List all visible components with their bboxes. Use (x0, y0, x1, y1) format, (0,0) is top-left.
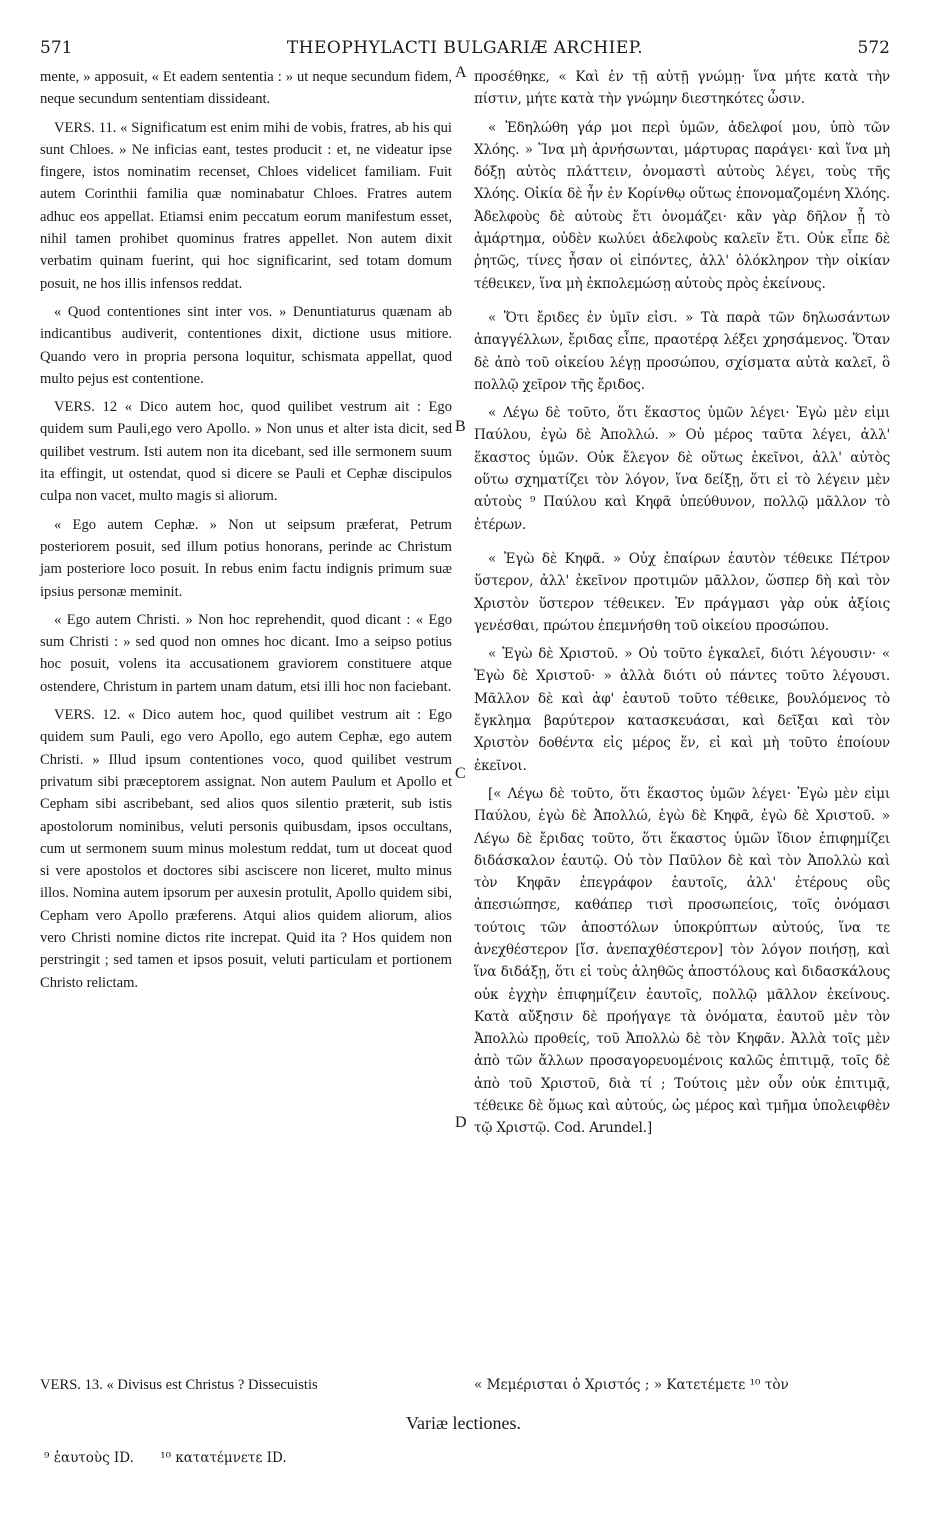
variae-lectiones-heading: Variæ lectiones. (406, 1413, 521, 1433)
margin-letter-d: D (455, 1114, 467, 1131)
footnote: ¹⁰ κατατέμνετε ID. (160, 1450, 287, 1466)
greek-last-line: « Μεμέρισται ὁ Χριστός ; » Κατετέμετε ¹⁰ τὸν (474, 1377, 789, 1393)
latin-column (40, 66, 452, 994)
greek-paragraph: « Ἐδηλώθη γάρ μοι περὶ ὑμῶν, ἀδελφοί μου, ὑπὸ τῶν Χλόης. » Ἵνα μὴ ἀρνήσωνται, μάρτυρας παράγει· καὶ ἵνα μὴ δόξῃ αὐτὸς πλάττειν, ὀνομαστὶ αὐτοὺς λέγει, τοὺς τῆς Χλόης. Οἰκία δὲ ἦν ἐν Κορίνθῳ οὕτως ἐπονομαζομένη Χλόης. Ἀδελφοὺς δὲ αὐτοὺς ἔτι ὀνομάζει· κἂν γὰρ δῆλον ᾖ τὸ ἁμάρτημα, οὐδὲν κωλύει ἀδελφοὺς καλεῖν ἔτι. Οὐκ εἶπε δὲ ῥητῶς, τίνες ἦσαν οἱ εἰπόντες, ἀλλ' ὁλόκληρον τὴν οἰκίαν τέθεικεν, ἵνα μὴ ἐκπολεμώσῃ αὐτοὺς πρὸς ἐκείνους. (474, 119, 890, 292)
greek-paragraph: « Ὅτι ἔριδες ἐν ὑμῖν εἰσι. » Τὰ παρὰ τῶν δηλωσάντων ἀπαγγέλλων, ἔριδας εἶπε, πραοτέρᾳ λέξει χρησάμενος. Ὅταν δὲ ἀπὸ τοῦ οἰκείου λέγῃ προσώπου, σχίσματα αὐτὰ καλεῖ, ὃ πολλῷ χεῖρον τῆς ἔριδος. (474, 309, 890, 393)
page-number-right: 572 (857, 38, 890, 58)
greek-column (474, 66, 890, 1140)
latin-paragraph: mente, » apposuit, « Et eadem sententia : » ut neque secundum fidem, neque secundum sententiam dissideant. (40, 69, 452, 108)
greek-paragraph: « Ἐγὼ δὲ Κηφᾶ. » Οὐχ ἐπαίρων ἑαυτὸν τέθεικε Πέτρον ὕστερον, ἀλλ' ἐκεῖνον προτιμῶν μᾶλλον, ὥσπερ δὴ καὶ τὸν Χριστὸν ὕστερον τέθεικεν. Ἐν πράγμασι γὰρ οὐκ ἀξίοις γενέσθαι, πρώτου ἐπεμνήσθη τοῦ οἰκείου προσώπου. (474, 550, 890, 634)
page-number-left: 571 (40, 38, 73, 58)
latin-paragraph: VERS. 12. « Dico autem hoc, quod quilibet vestrum ait : Ego quidem sum Pauli, ego vero Apollo, ego autem Cephæ, ego autem Christi. » Illud ipsum contentiones voco, quod quilibet vestrum privatum sibi præceptorem assignat. Non autem Paulum et Apollo et Cepham sibi ascribebant, sed alios quos silentio præterit, sub istis apostolorum nominibus, veluti personis quibusdam, ipsos occultans, cum ut sermonem suum minus molestum reddat, tum ut doceat quod si vere apostolos et doctores sibi asciscere non liceret, multo minus illos. Nomina autem ipsorum per auxesin protulit, Apollo quidem sibi, Cepham vero Apollo præferens. Atqui alios quidem aliorum, alios vero Christi nomine dictos rite increpat. Quid ita ? Hos quidem non perstringit ; sed tamen et ipsos posuit, veluti particulam et portionem Christo relictam. (40, 707, 452, 991)
latin-paragraph: « Quod contentiones sint inter vos. » Denuntiaturus quænam ab indicantibus audiverit, contentiones dixit, dictione usus mitiore. Quando vero in propria persona loquitur, schismata appellat, quod multo pejus est contentione. (40, 303, 452, 387)
latin-last-line: VERS. 13. « Divisus est Christus ? Dissecuistis (40, 1377, 318, 1393)
latin-paragraph: « Ego autem Christi. » Non hoc reprehendit, quod dicant : « Ego sum Christi : » sed quod non omnes hoc dicant. Imo a seipso potius hoc posuit, volens ita accusationem graviorem constituere atque ostendere, Christum in partem unam datum, etsi illi hoc non faciebant. (40, 611, 452, 695)
footnotes (44, 1450, 309, 1466)
greek-paragraph: προσέθηκε, « Καὶ ἐν τῇ αὐτῇ γνώμῃ· ἵνα μήτε κατὰ τὴν πίστιν, μήτε κατὰ τὴν γνώμην διεστηκότες ὦσιν. (474, 69, 890, 108)
latin-paragraph: « Ego autem Cephæ. » Non ut seipsum præferat, Petrum posteriorem posuit, sed illum potius honorans, perinde ac Christum jam posteriore loco posuit. In rebus enim factu indignis primum suæ ipsius personæ meminit. (40, 516, 452, 600)
running-header (40, 38, 890, 62)
greek-paragraph: « Λέγω δὲ τοῦτο, ὅτι ἕκαστος ὑμῶν λέγει· Ἐγὼ μὲν εἰμι Παύλου, ἐγὼ δὲ Ἀπολλώ. » Οὐ μέρος ταῦτα λέγει, ἀλλ' ἕκαστος ὑμῶν. Οὐκ ἔλεγον δὲ οὕτως ἐκεῖνοι, ἀλλ' αὐτὸς οὕτω σχηματίζει τὸν λόγον, ἵνα δείξῃ, ὅτι εἰ τὸ λέγειν μὲν αὐτοὺς ⁹ Παύλου καὶ Κηφᾶ ὑπεύθυνον, πολλῷ μᾶλλον τὸ ἑτέρων. (474, 405, 890, 533)
greek-paragraph: [« Λέγω δὲ τοῦτο, ὅτι ἕκαστος ὑμῶν λέγει· Ἐγὼ μὲν εἰμι Παύλου, ἐγὼ δὲ Ἀπολλώ, ἐγὼ δὲ Κηφᾶ, ἐγὼ δὲ Χριστοῦ. » Λέγω δὲ ἔριδας τοῦτο, ὅτι ἕκαστος ὑμῶν ἴδιον ἐπιφημίζει διδάσκαλον ἑαυτῷ. Οὐ τὸν Παῦλον δὲ καὶ τὸν Ἀπολλὼ καὶ τὸν Κηφᾶν ἐπεγράφον ἑαυτοῖς, ἀλλ' ἑτέρους οὓς ἀπεσιώπησε, καθάπερ τισὶ προσωπείοις, τοῖς ὀνόμασι τούτοις τῶν ἀποστόλων ὑποκρύπτων αὐτούς, ἵνα τε ἀνεχθέστερον [ἴσ. ἀνεπαχθέστερον] τὸν λόγον ποιήσῃ, καὶ ἵνα διδάξῃ, ὅτι εἰ τοὺς ἀληθῶς ἀποστόλους καὶ διδασκάλους οὐκ ἐγχὴν ἐπιφημίζειν ἑαυτοῖς, πολλῷ μᾶλλον ἐκείνους. Κατὰ αὔξησιν δὲ προήγαγε τὰ ὀνόματα, ἑαυτοῦ μὲν τὸν Ἀπολλὼ προθείς, τοῦ Ἀπολλὼ δὲ τὸν Κηφᾶν. Ἀλλὰ τοῖς μὲν ἀπὸ τῶν ἄλλων προσαγορευομένοις καλῶς ἐπιτιμᾷ, τοῖς δὲ ἀπὸ τοῦ Χριστοῦ, διὰ τί ; Τούτοις μὲν οὖν οὐκ ἐπιτιμᾷ, τέθεικε δὲ ὅμως καὶ αὐτούς, ὡς μέρος καὶ τμῆμα ὑπολειφθὲν τῷ Χριστῷ. Cod. Arundel.] (474, 785, 890, 1137)
margin-letter-b: B (455, 418, 466, 435)
page-title: THEOPHYLACTI BULGARIÆ ARCHIEP. (286, 38, 644, 58)
latin-paragraph: VERS. 12 « Dico autem hoc, quod quilibet vestrum ait : Ego quidem sum Pauli,ego vero Apollo. » Non unus et alter ista dicit, sed quilibet vestrum. Isti autem non ita dicebant, sed ille sermonem suum ita effingit, ut ostendat, quod si dicere se Pauli et Cephæ discipulos culpa non vacet, multo magis si aliorum. (40, 399, 452, 505)
footnote: ⁹ ἑαυτοὺς ID. (44, 1450, 134, 1466)
greek-paragraph: « Ἐγὼ δὲ Χριστοῦ. » Οὐ τοῦτο ἐγκαλεῖ, διότι λέγουσιν· « Ἐγὼ δὲ Χριστοῦ· » ἀλλὰ διότι οὐ πάντες τοῦτο λέγουσι. Μᾶλλον δὲ καὶ ἀφ' ἑαυτοῦ τοῦτο τέθεικε, βουλόμενος τὸ ἔγκλημα βαρύτερον κατασκευάσαι, καὶ δεῖξαι καὶ τὸν Χριστὸν δοθέντα εἰς μέρος ἕν, εἰ καὶ μὴ τοῦτο ἐποίουν ἐκεῖνοι. (474, 646, 890, 774)
margin-letter-c: C (455, 765, 466, 782)
margin-letter-a: A (455, 64, 467, 81)
latin-paragraph: VERS. 11. « Significatum est enim mihi de vobis, fratres, ab his qui sunt Chloes. » Ne inficias eant, testes producit : et, ne videatur ipse fingere, istos nominatim recenset, Chloes videlicet familiam. Fuit autem Corinthii familia quæ nominabatur Chloes. Fratres autem adhuc eos appellat. Etiamsi enim peccatum eorum manifestum esset, nihil tamen prohibet quominus fratres appellet. Non autem dixit verbatim quinam fuerint, qui hoc significarint, sed totam domum posuit, ne hos illis infensos reddat. (40, 119, 452, 292)
